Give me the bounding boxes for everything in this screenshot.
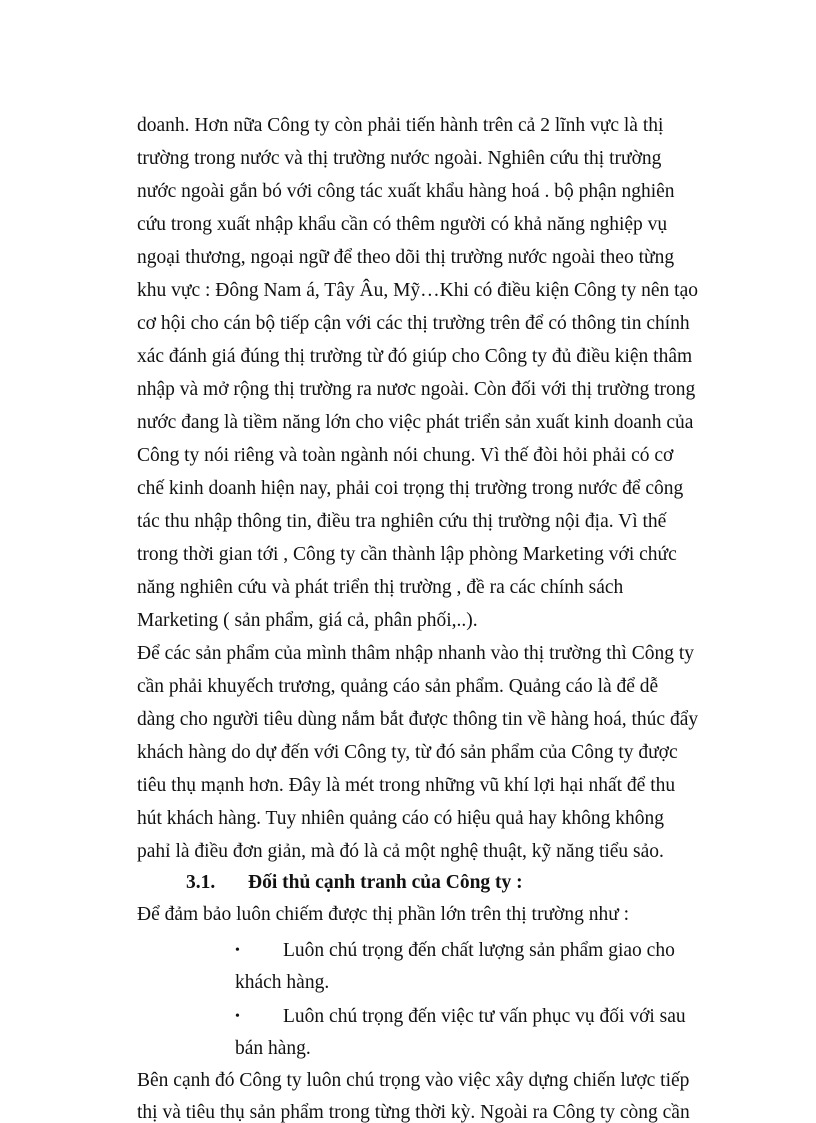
paragraph-line: cứu trong xuất nhập khẩu cần có thêm người có khả năng nghiệp vụ bbox=[137, 214, 668, 235]
paragraph-line: Công ty nói riêng và toàn ngành nói chung. Vì thế đòi hỏi phải có cơ bbox=[137, 445, 674, 466]
paragraph-line: thị và tiêu thụ sản phẩm trong từng thời kỳ. Ngoài ra Công ty còng cần bbox=[137, 1102, 690, 1123]
paragraph-line: nước đang là tiềm năng lớn cho việc phát triển sản xuất kinh doanh của bbox=[137, 412, 694, 433]
section-heading bbox=[186, 871, 523, 895]
bullet-text: Luôn chú trọng đến chất lượng sản phẩm giao cho bbox=[283, 940, 675, 961]
paragraph-line: tác thu nhập thông tin, điều tra nghiên cứu thị trường nội địa. Vì thế bbox=[137, 511, 667, 532]
paragraph-line: chế kinh doanh hiện nay, phải coi trọng thị trường trong nước để công bbox=[137, 478, 684, 499]
paragraph-line: ngoại thương, ngoại ngữ để theo dõi thị trường nước ngoài theo từng bbox=[137, 247, 675, 268]
paragraph-line: khu vực : Đông Nam á, Tây Âu, Mỹ…Khi có điều kiện Công ty nên tạo bbox=[137, 280, 698, 301]
bullet-item bbox=[235, 1005, 686, 1029]
bullet-marker: • bbox=[235, 1009, 240, 1024]
paragraph-line: khách hàng do dự đến với Công ty, từ đó sản phẩm của Công ty được bbox=[137, 742, 678, 763]
paragraph-line: hút khách hàng. Tuy nhiên quảng cáo có hiệu quả hay không không bbox=[137, 808, 664, 829]
paragraph-line: tiêu thụ mạnh hơn. Đây là mét trong những vũ khí lợi hại nhất để thu bbox=[137, 775, 676, 796]
bullet-marker: • bbox=[235, 943, 240, 958]
bullet-continuation: khách hàng. bbox=[235, 972, 330, 993]
paragraph-line: Bên cạnh đó Công ty luôn chú trọng vào việc xây dựng chiến lược tiếp bbox=[137, 1070, 690, 1091]
section-title: Đối thủ cạnh tranh của Công ty : bbox=[248, 872, 523, 893]
paragraph-line: năng nghiên cứu và phát triển thị trường , đề ra các chính sách bbox=[137, 577, 624, 598]
paragraph-line: pahỉ là điều đơn giản, mà đó là cả một nghệ thuật, kỹ năng tiểu sảo. bbox=[137, 841, 664, 862]
section-number: 3.1. bbox=[186, 872, 216, 893]
paragraph-line: nước ngoài gắn bó với công tác xuất khẩu hàng hoá . bộ phận nghiên bbox=[137, 181, 675, 202]
paragraph-line: trong thời gian tới , Công ty cần thành lập phòng Marketing với chức bbox=[137, 544, 677, 565]
bullet-text: Luôn chú trọng đến việc tư vấn phục vụ đối với sau bbox=[283, 1006, 686, 1027]
bullet-continuation: bán hàng. bbox=[235, 1038, 311, 1059]
paragraph-line: Marketing ( sản phẩm, giá cả, phân phối,..). bbox=[137, 610, 478, 631]
paragraph-line: xác đánh giá đúng thị trường từ đó giúp cho Công ty đủ điều kiện thâm bbox=[137, 346, 693, 367]
paragraph-line: Để các sản phẩm của mình thâm nhập nhanh vào thị trường thì Công ty bbox=[137, 643, 695, 664]
paragraph-line: dàng cho người tiêu dùng nắm bắt được thông tin về hàng hoá, thúc đẩy bbox=[137, 709, 699, 730]
intro-line: Để đảm bảo luôn chiếm được thị phần lớn trên thị trường như : bbox=[137, 904, 630, 925]
paragraph-line: cơ hội cho cán bộ tiếp cận với các thị trường trên để có thông tin chính bbox=[137, 313, 690, 334]
paragraph-line: cần phải khuyếch trương, quảng cáo sản phẩm. Quảng cáo là để dễ bbox=[137, 676, 659, 697]
paragraph-line: doanh. Hơn nữa Công ty còn phải tiến hành trên cả 2 lĩnh vực là thị bbox=[137, 115, 664, 136]
bullet-item bbox=[235, 939, 675, 963]
paragraph-line: trường trong nước và thị trường nước ngoài. Nghiên cứu thị trường bbox=[137, 148, 662, 169]
paragraph-line: nhập và mở rộng thị trường ra nươc ngoài. Còn đối với thị trường trong bbox=[137, 379, 696, 400]
